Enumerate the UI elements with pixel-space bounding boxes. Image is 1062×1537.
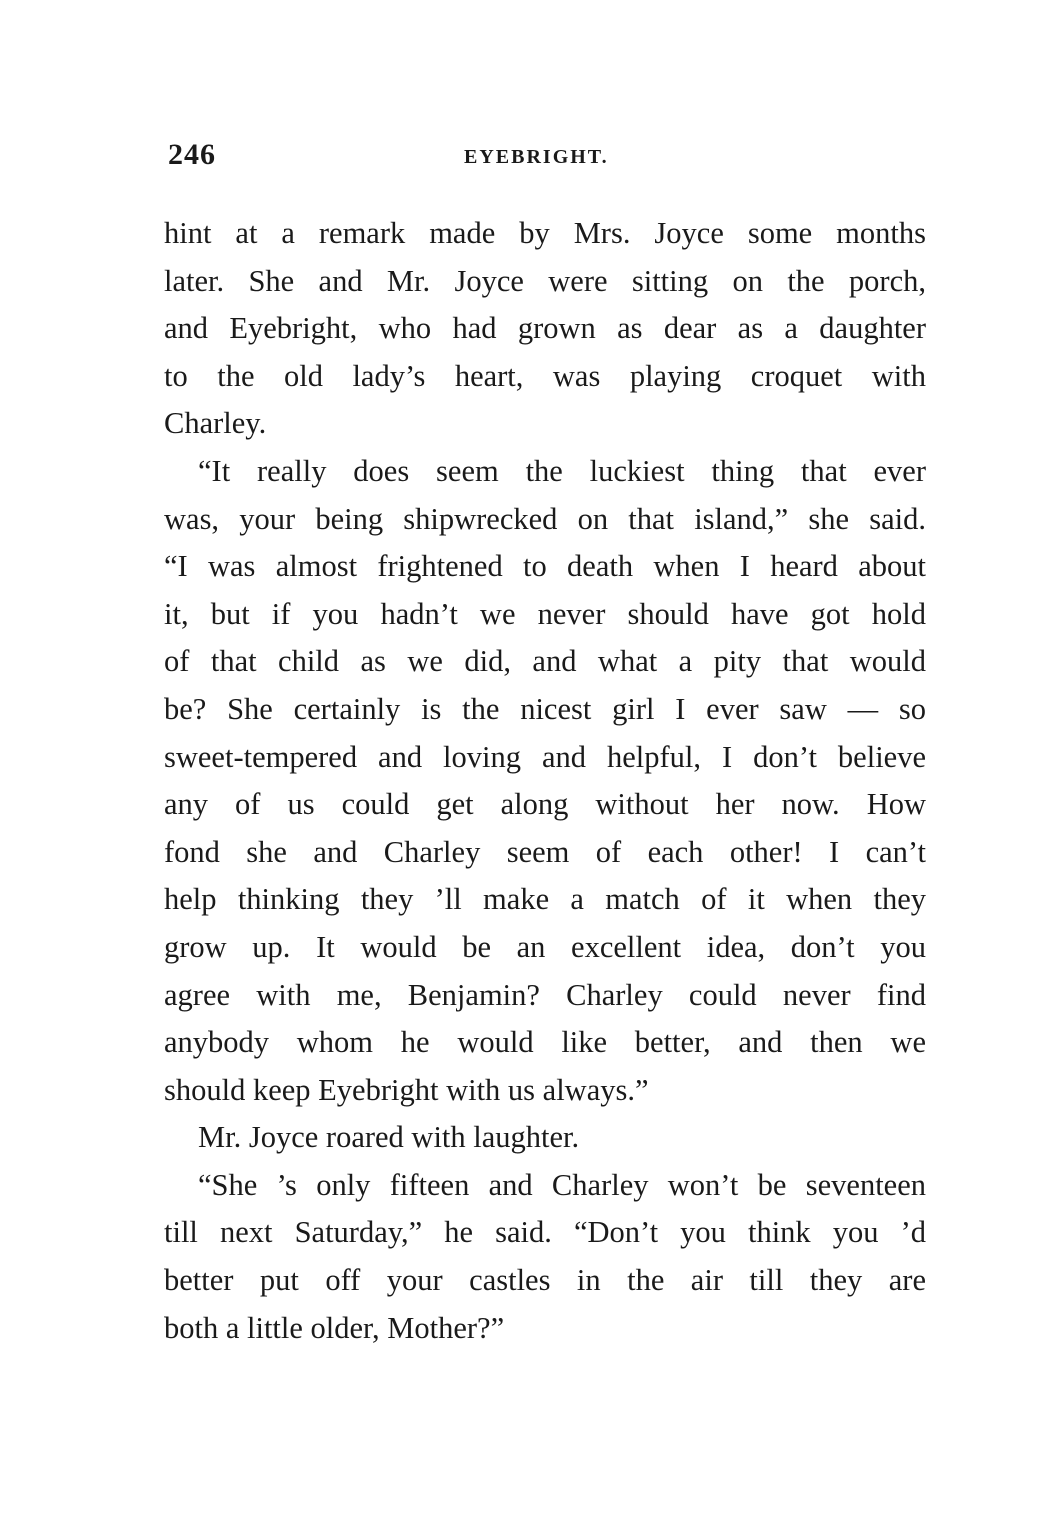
text-line: of that child as we did, and what a pity that would <box>164 644 926 679</box>
text-line: agree with me, Benjamin? Charley could never find <box>164 977 926 1012</box>
text-line: and Eyebright, who had grown as dear as a daughter <box>164 311 926 346</box>
text-line: Mr. Joyce roared with laughter. <box>198 1120 580 1155</box>
text-line: sweet-tempered and loving and helpful, I don’t believe <box>164 739 926 774</box>
text-line: should keep Eyebright with us always.” <box>164 1072 649 1107</box>
page-number: 246 <box>168 138 216 171</box>
page-header <box>168 138 924 174</box>
text-line: Charley. <box>164 406 267 441</box>
text-line: “She ’s only fifteen and Charley won’t be seventeen <box>198 1167 926 1202</box>
text-line: be? She certainly is the nicest girl I ever saw — so <box>164 691 926 726</box>
text-line: both a little older, Mother?” <box>164 1310 505 1345</box>
body-text <box>164 210 926 1352</box>
text-line: grow up. It would be an excellent idea, don’t you <box>164 929 926 964</box>
text-line: was, your being shipwrecked on that island,” she said. <box>164 501 926 536</box>
text-line: “I was almost frightened to death when I heard about <box>164 549 926 584</box>
text-line: to the old lady’s heart, was playing croquet with <box>164 358 926 393</box>
text-line: later. She and Mr. Joyce were sitting on the porch, <box>164 263 926 298</box>
text-line: till next Saturday,” he said. “Don’t you think you ’d <box>164 1215 926 1250</box>
text-line: better put off your castles in the air till they are <box>164 1263 926 1298</box>
text-line: it, but if you hadn’t we never should have got hold <box>164 596 926 631</box>
text-line: any of us could get along without her now. How <box>164 787 926 822</box>
text-line: hint at a remark made by Mrs. Joyce some months <box>164 216 926 250</box>
text-line: fond she and Charley seem of each other! I can’t <box>164 834 926 869</box>
text-line: “It really does seem the luckiest thing that ever <box>198 453 926 488</box>
text-line: help thinking they ’ll make a match of it when they <box>164 882 926 917</box>
running-head: EYEBRIGHT. <box>464 146 609 168</box>
text-line: anybody whom he would like better, and then we <box>164 1025 926 1060</box>
